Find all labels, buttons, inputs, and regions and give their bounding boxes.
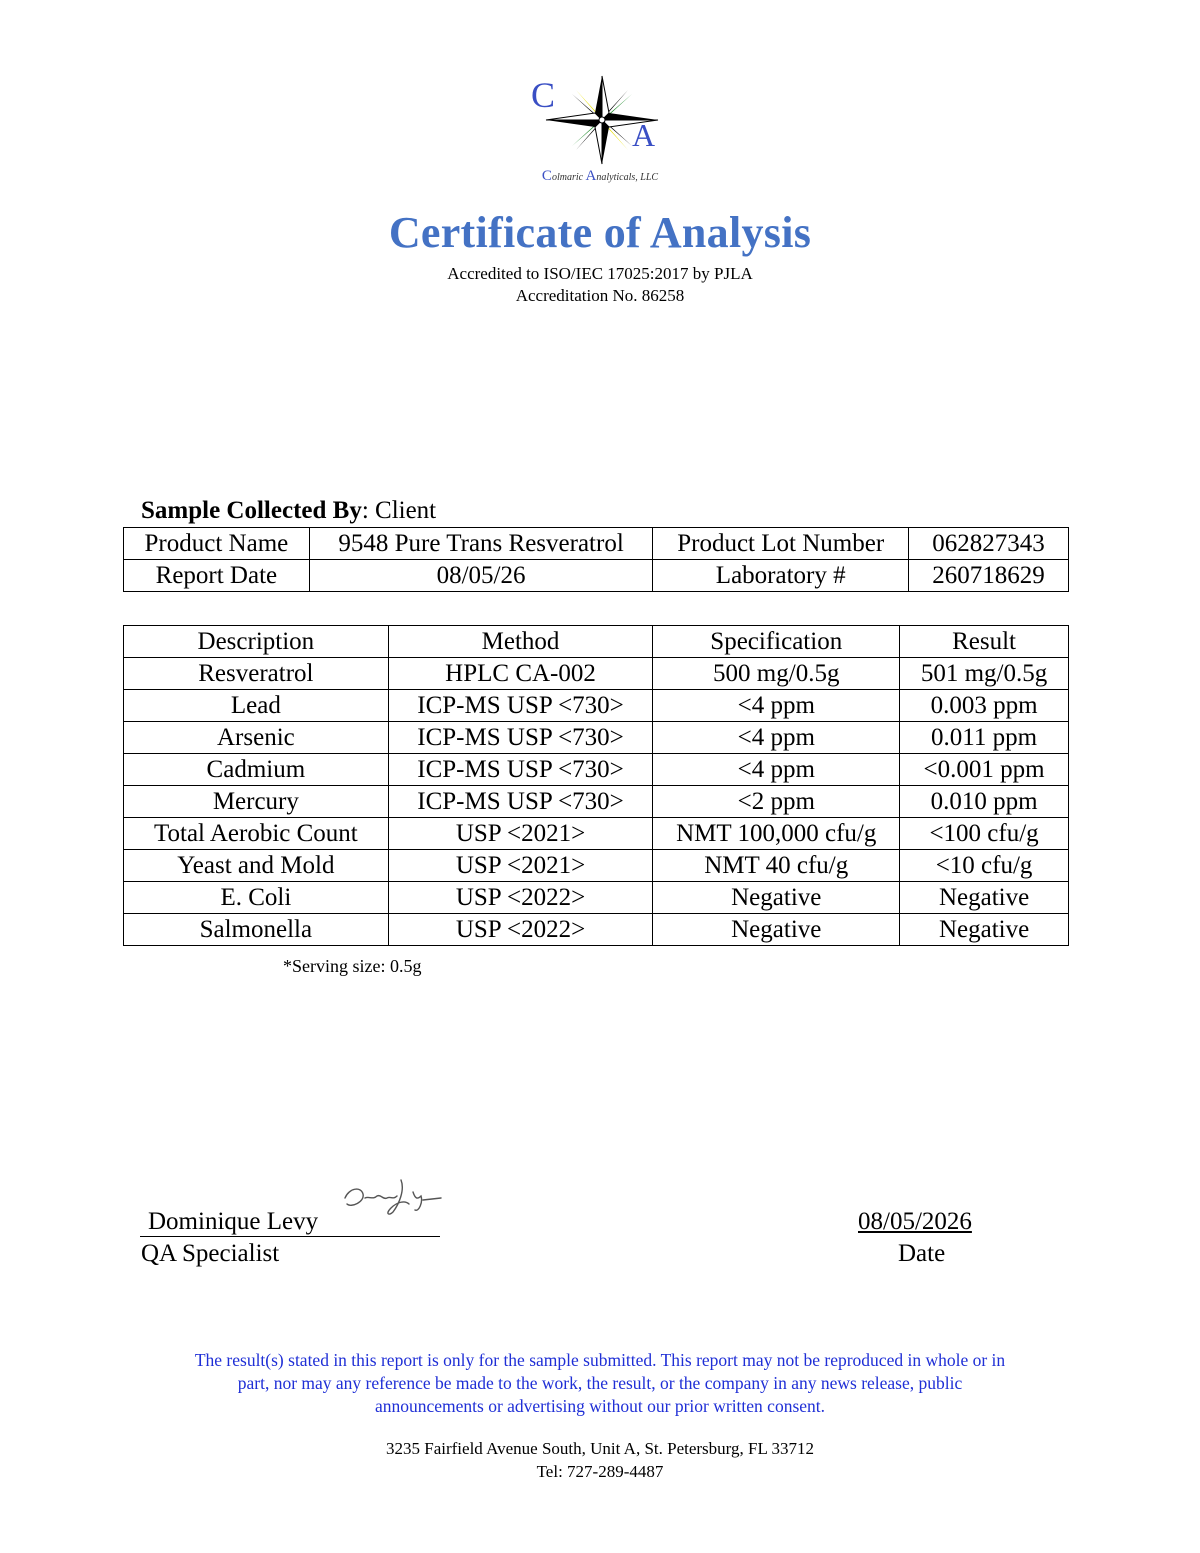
laboratory-number-value: 260718629 — [909, 560, 1069, 592]
disclaimer-line: part, nor may any reference be made to the work, the result, or the company in any news release, public — [237, 1373, 963, 1393]
table-row — [124, 754, 1069, 786]
accreditation-number: Accreditation No. 86258 — [515, 286, 685, 305]
table-cell: Negative — [653, 882, 900, 914]
table-cell: ICP-MS USP <730> — [388, 722, 653, 754]
handwritten-signature-icon — [335, 1170, 445, 1230]
table-cell: <4 ppm — [653, 722, 900, 754]
accreditation-statement: Accredited to ISO/IEC 17025:2017 by PJLA — [447, 264, 753, 283]
serving-size-footnote: *Serving size: 0.5g — [283, 956, 422, 976]
table-cell: <100 cfu/g — [900, 818, 1069, 850]
company-initial-c: C — [541, 168, 552, 184]
table-cell: NMT 100,000 cfu/g — [653, 818, 900, 850]
table-cell: 0.003 ppm — [900, 690, 1069, 722]
table-row — [124, 786, 1069, 818]
table-cell: ICP-MS USP <730> — [388, 690, 653, 722]
product-info-table — [123, 527, 1069, 592]
table-row — [124, 818, 1069, 850]
company-phone: Tel: 727-289-4487 — [536, 1462, 664, 1481]
results-table — [123, 625, 1069, 946]
table-row — [124, 528, 1069, 560]
table-cell: E. Coli — [124, 882, 389, 914]
signature-date: 08/05/2026 — [858, 1208, 972, 1235]
table-cell: HPLC CA-002 — [388, 658, 653, 690]
table-cell: 501 mg/0.5g — [900, 658, 1069, 690]
product-name-label: Product Name — [124, 528, 310, 560]
table-cell: Arsenic — [124, 722, 389, 754]
table-cell: ICP-MS USP <730> — [388, 786, 653, 818]
table-row — [124, 882, 1069, 914]
table-cell: USP <2021> — [388, 850, 653, 882]
table-row — [124, 722, 1069, 754]
table-cell: Cadmium — [124, 754, 389, 786]
table-row — [124, 850, 1069, 882]
table-row — [124, 914, 1069, 946]
table-cell: 500 mg/0.5g — [653, 658, 900, 690]
table-cell: <10 cfu/g — [900, 850, 1069, 882]
table-cell: <4 ppm — [653, 754, 900, 786]
table-cell: ICP-MS USP <730> — [388, 754, 653, 786]
table-cell: USP <2022> — [388, 882, 653, 914]
table-cell: Mercury — [124, 786, 389, 818]
table-cell: <4 ppm — [653, 690, 900, 722]
table-cell: Salmonella — [124, 914, 389, 946]
table-cell: USP <2022> — [388, 914, 653, 946]
lot-number-label: Product Lot Number — [653, 528, 909, 560]
sample-collected-label: Sample Collected By — [141, 497, 362, 524]
table-cell: Negative — [900, 882, 1069, 914]
column-header: Description — [124, 626, 389, 658]
table-row — [124, 690, 1069, 722]
disclaimer-line: The result(s) stated in this report is only for the sample submitted. This report may not be reproduced in whole or in — [194, 1350, 1006, 1370]
table-row — [124, 658, 1069, 690]
table-cell: 0.011 ppm — [900, 722, 1069, 754]
signer-title: QA Specialist — [141, 1240, 280, 1267]
report-date-value: 08/05/26 — [309, 560, 653, 592]
lot-number-value: 062827343 — [909, 528, 1069, 560]
column-header: Specification — [653, 626, 900, 658]
table-header-row — [124, 626, 1069, 658]
company-address: 3235 Fairfield Avenue South, Unit A, St. Petersburg, FL 33712 — [386, 1439, 814, 1458]
table-cell: <2 ppm — [653, 786, 900, 818]
disclaimer-text — [130, 1349, 1070, 1418]
table-cell: NMT 40 cfu/g — [653, 850, 900, 882]
table-cell: Lead — [124, 690, 389, 722]
column-header: Method — [388, 626, 653, 658]
table-cell: Yeast and Mold — [124, 850, 389, 882]
product-name-value: 9548 Pure Trans Resveratrol — [309, 528, 653, 560]
laboratory-number-label: Laboratory # — [653, 560, 909, 592]
disclaimer-line: announcements or advertising without our prior written consent. — [374, 1396, 826, 1416]
logo-letter-c: C — [531, 75, 556, 115]
table-cell: USP <2021> — [388, 818, 653, 850]
company-name-part1: olmaric — [551, 172, 586, 183]
table-cell: Total Aerobic Count — [124, 818, 389, 850]
document-title: Certificate of Analysis — [388, 208, 812, 257]
table-cell: Negative — [653, 914, 900, 946]
sample-collected-value: : Client — [361, 497, 437, 524]
date-label: Date — [898, 1240, 946, 1267]
logo-letter-a: A — [632, 117, 656, 153]
signature-line — [140, 1236, 440, 1237]
column-header: Result — [900, 626, 1069, 658]
table-row — [124, 560, 1069, 592]
signer-name: Dominique Levy — [148, 1208, 319, 1235]
report-date-label: Report Date — [124, 560, 310, 592]
table-cell: Resveratrol — [124, 658, 389, 690]
company-name-logo — [510, 168, 690, 185]
sample-collected-line — [141, 497, 436, 525]
table-cell: <0.001 ppm — [900, 754, 1069, 786]
company-name-part2: nalyticals, LLC — [596, 172, 659, 183]
table-cell: Negative — [900, 914, 1069, 946]
company-initial-a: A — [585, 168, 597, 184]
table-cell: 0.010 ppm — [900, 786, 1069, 818]
